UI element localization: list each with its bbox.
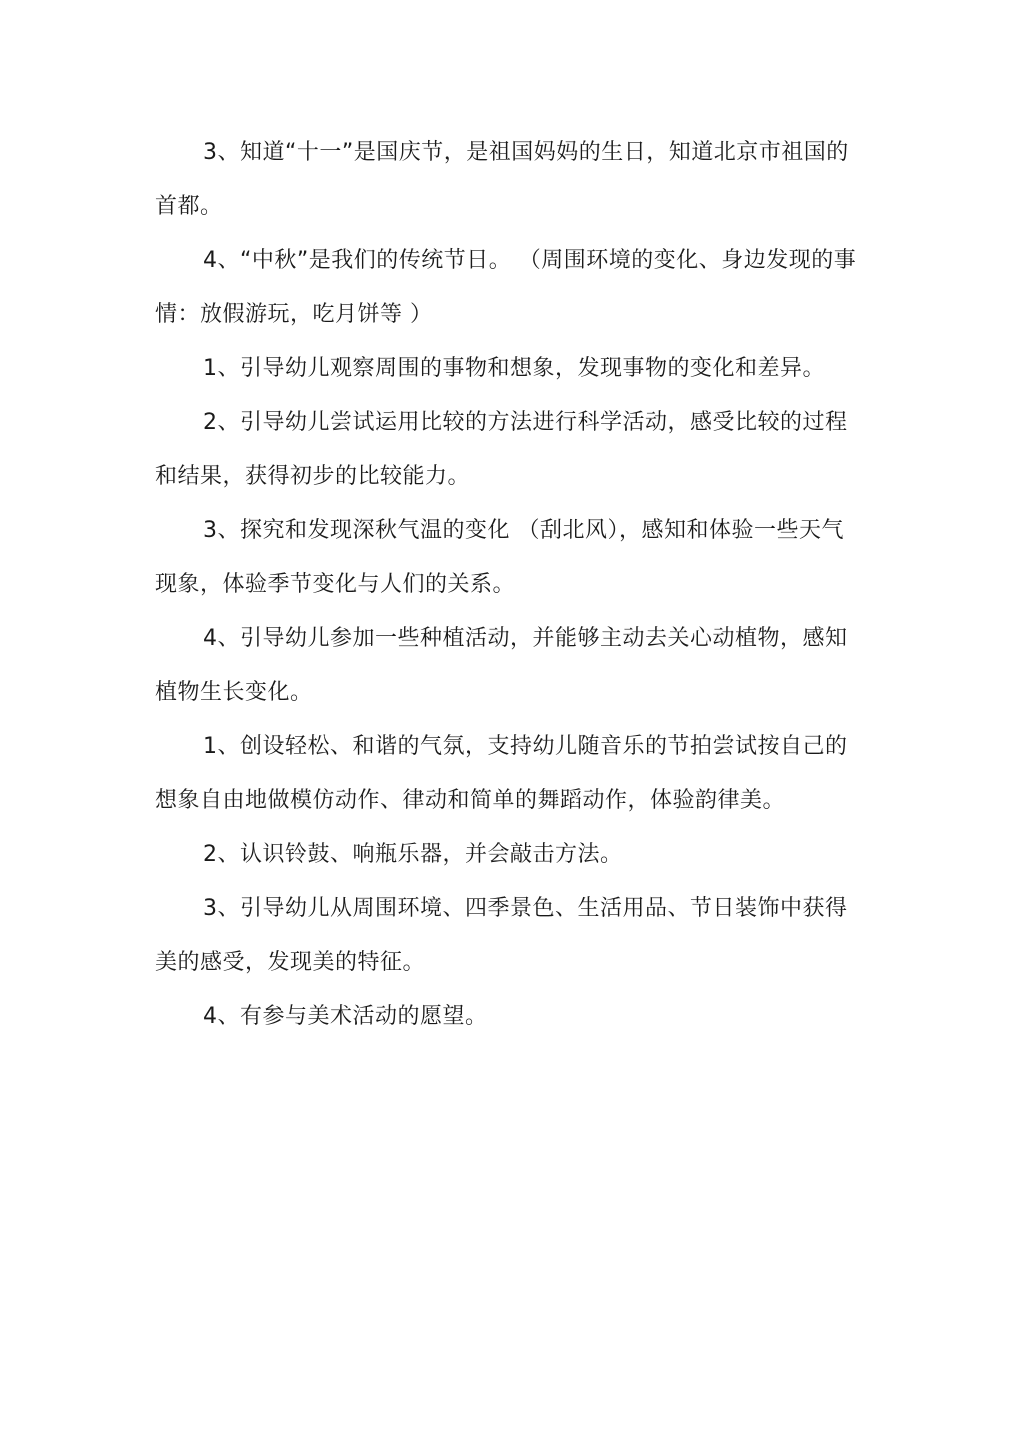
- paragraph: 3、知道“十一”是国庆节，是祖国妈妈的生日，知道北京市祖国的首都。: [155, 140, 849, 219]
- paragraph: 3、探究和发现深秋气温的变化 （刮北风），感知和体验一些天气现象，体验季节变化与人们的关系。: [155, 518, 844, 597]
- document-body: [155, 126, 860, 1044]
- paragraph: 1、引导幼儿观察周围的事物和想象，发现事物的变化和差异。: [203, 356, 825, 381]
- paragraph: 2、引导幼儿尝试运用比较的方法进行科学活动，感受比较的过程和结果，获得初步的比较能力。: [155, 410, 848, 489]
- paragraph: 3、引导幼儿从周围环境、四季景色、生活用品、节日装饰中获得美的感受，发现美的特征。: [155, 896, 848, 975]
- paragraph: 4、有参与美术活动的愿望。: [203, 1004, 488, 1029]
- paragraph: 2、认识铃鼓、响瓶乐器，并会敲击方法。: [203, 842, 623, 867]
- paragraph: 4、“中秋”是我们的传统节日。 （周围环境的变化、身边发现的事情：放假游玩，吃月饼等 ）: [155, 248, 857, 327]
- paragraph: 4、引导幼儿参加一些种植活动，并能够主动去关心动植物，感知植物生长变化。: [155, 626, 848, 705]
- paragraph: 1、创设轻松、和谐的气氛，支持幼儿随音乐的节拍尝试按自己的想象自由地做模仿动作、律动和简单的舞蹈动作，体验韵律美。: [155, 734, 848, 813]
